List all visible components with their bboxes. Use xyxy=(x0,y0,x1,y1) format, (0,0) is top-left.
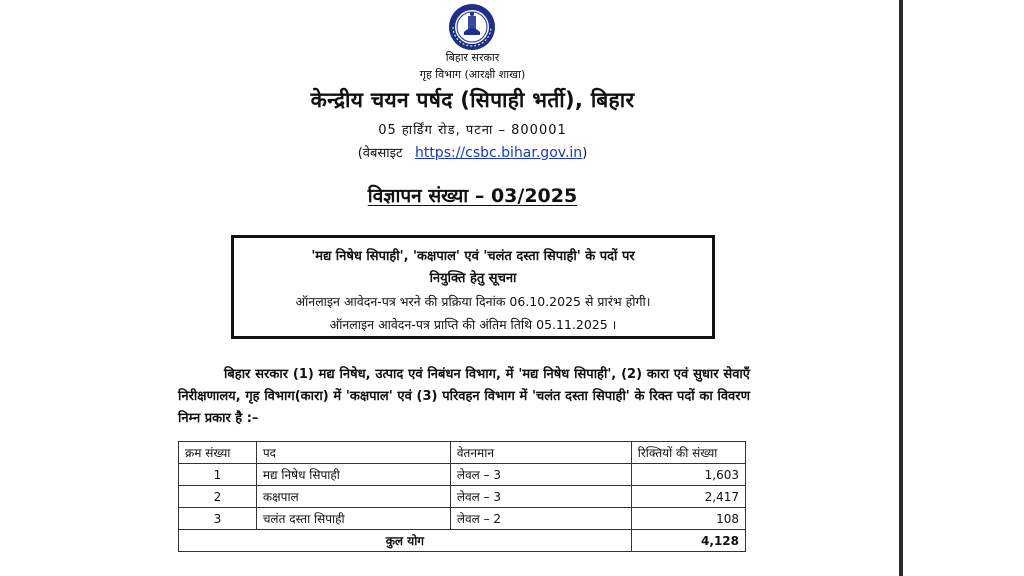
notice-end-date: ऑनलाइन आवेदन-पत्र प्राप्ति की अंतिम तिथि 05.11.2025 । xyxy=(329,317,617,332)
bihar-emblem-icon xyxy=(447,2,497,52)
vacancy-table xyxy=(178,441,746,552)
cell-post: कक्षपाल xyxy=(256,486,450,508)
table-row xyxy=(179,486,746,508)
cell-vacancies: 2,417 xyxy=(631,486,745,508)
office-address: 05 हार्डिंग रोड, पटना – 800001 xyxy=(378,123,567,138)
cell-serial: 1 xyxy=(179,464,257,486)
total-label: कुल योग xyxy=(179,530,632,552)
website-link[interactable]: https://csbc.bihar.gov.in xyxy=(414,145,583,161)
header-vacancies: रिक्तियों की संख्या xyxy=(631,442,745,464)
notice-box xyxy=(231,235,715,339)
total-value: 4,128 xyxy=(631,530,745,552)
cell-post: मद्य निषेध सिपाही xyxy=(256,464,450,486)
website-line xyxy=(0,143,945,161)
website-label: (वेबसाइट xyxy=(357,146,403,161)
table-row xyxy=(179,508,746,530)
council-title: केन्द्रीय चयन पर्षद (सिपाही भर्ती), बिहार xyxy=(310,88,635,112)
table-row xyxy=(179,464,746,486)
cell-pay-level: लेवल – 2 xyxy=(450,508,631,530)
cell-pay-level: लेवल – 3 xyxy=(450,464,631,486)
notice-title-line1: 'मद्य निषेध सिपाही', 'कक्षपाल' एवं 'चलंत दस्ता सिपाही' के पदों पर xyxy=(311,249,635,264)
cell-vacancies: 1,603 xyxy=(631,464,745,486)
header-pay-level: वेतनमान xyxy=(450,442,631,464)
table-total-row xyxy=(179,530,746,552)
cell-serial: 2 xyxy=(179,486,257,508)
table-header-row xyxy=(179,442,746,464)
advertisement-heading: विज्ञापन संख्या – 03/2025 xyxy=(367,185,578,207)
notice-start-date: ऑनलाइन आवेदन-पत्र भरने की प्रक्रिया दिनांक 06.10.2025 से प्रारंभ होगी। xyxy=(295,294,651,309)
intro-paragraph: बिहार सरकार (1) मद्य निषेध, उत्पाद एवं निबंधन विभाग, में 'मद्य निषेध सिपाही', (2) कारा एवं सुधार सेवाएँ निरीक्षणालय, गृह विभाग(कारा) में 'कक्षपाल' एवं (3) परिवहन विभाग में 'चलंत दस्ता सिपाही' के रिक्त पदों का विवरण निम्न प्रकार है :– xyxy=(178,367,750,426)
government-name: बिहार सरकार xyxy=(445,51,500,64)
advertisement-number xyxy=(0,182,945,208)
department-name: गृह विभाग (आरक्षी शाखा) xyxy=(419,68,526,81)
website-close: ) xyxy=(582,146,588,161)
cell-vacancies: 108 xyxy=(631,508,745,530)
cell-pay-level: लेवल – 3 xyxy=(450,486,631,508)
cell-post: चलंत दस्ता सिपाही xyxy=(256,508,450,530)
notice-title-line2: नियुक्ति हेतु सूचना xyxy=(429,271,517,286)
cell-serial: 3 xyxy=(179,508,257,530)
header-post: पद xyxy=(256,442,450,464)
header-serial: क्रम संख्या xyxy=(179,442,257,464)
